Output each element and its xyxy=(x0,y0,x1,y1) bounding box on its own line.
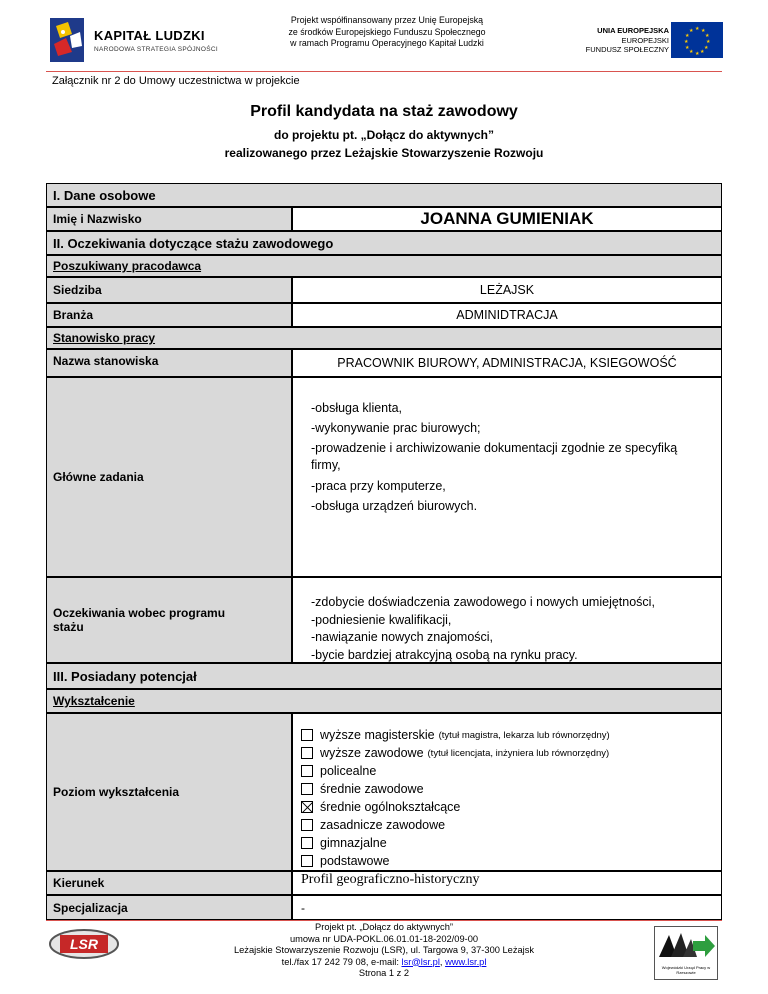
education-option[interactable] xyxy=(301,834,721,852)
eu-flag-icon xyxy=(671,22,723,58)
wup-logo-text: Wojewódzki Urząd Pracy w Rzeszowie xyxy=(661,965,711,975)
expectations-label: Oczekiwania wobec programu stażu xyxy=(46,577,292,663)
expectations-list xyxy=(292,577,722,663)
cofinancing-line-1: Projekt współfinansowany przez Unię Europejską xyxy=(290,15,484,25)
tasks-list xyxy=(292,377,722,577)
kapital-ludzki-emblem xyxy=(46,16,88,64)
svg-text:★: ★ xyxy=(685,45,690,51)
tasks-label: Główne zadania xyxy=(46,377,292,577)
footer-info xyxy=(200,922,568,980)
eu-fund-label xyxy=(561,26,669,55)
specialization-label: Specjalizacja xyxy=(46,895,292,920)
footer-line-4 xyxy=(200,957,568,969)
eu-line-2: EUROPEJSKI xyxy=(621,35,669,45)
lsr-logo-text: LSR xyxy=(70,936,98,952)
option-label: średnie zawodowe xyxy=(320,782,424,796)
cofinancing-line-2: ze środków Europejskiego Funduszu Społecznego xyxy=(288,26,486,37)
education-heading: Wykształcenie xyxy=(46,689,722,713)
option-label: wyższe zawodowe xyxy=(320,746,424,760)
svg-text:★: ★ xyxy=(700,49,705,55)
option-note: (tytuł licencjata, inżyniera lub równorzędny) xyxy=(427,747,610,759)
name-value: JOANNA GUMIENIAK xyxy=(292,207,722,231)
direction-value: Profil geograficzno-historyczny xyxy=(292,871,722,895)
wup-logo xyxy=(654,926,718,980)
svg-text:★: ★ xyxy=(695,26,700,32)
education-option[interactable] xyxy=(301,816,721,834)
task-item: -obsługa urządzeń biurowych. xyxy=(311,499,478,513)
contact-prefix: tel./fax 17 242 79 08, e-mail: xyxy=(281,956,402,967)
svg-text:★: ★ xyxy=(704,45,709,51)
task-item: -obsługa klienta, xyxy=(311,401,403,415)
seat-value: LEŻAJSK xyxy=(292,277,722,303)
expectation-item: -nawiązanie nowych znajomości, xyxy=(311,630,494,644)
website-link[interactable]: www.lsr.pl xyxy=(445,956,487,967)
expectation-item: -zdobycie doświadczenia zawodowego i nowych umiejętności, xyxy=(311,595,655,609)
education-level-label: Poziom wykształcenia xyxy=(46,713,292,871)
education-option[interactable] xyxy=(301,744,721,762)
checkbox[interactable] xyxy=(301,747,313,759)
name-label: Imię i Nazwisko xyxy=(46,207,292,231)
footer-line-3: Leżajskie Stowarzyszenie Rozwoju (LSR), ul. Targowa 9, 37-300 Leżajsk xyxy=(233,945,535,955)
separator: , xyxy=(439,956,446,967)
option-label: podstawowe xyxy=(320,854,390,868)
industry-label: Branża xyxy=(46,303,292,327)
checkbox[interactable] xyxy=(301,765,313,777)
project-name: do projektu pt. „Dołącz do aktywnych” xyxy=(273,128,495,142)
cofinancing-line-3: w ramach Programu Operacyjnego Kapitał Ludzki xyxy=(290,38,484,48)
option-label: średnie ogólnokształcące xyxy=(320,800,461,814)
position-value: PRACOWNIK BIUROWY, ADMINISTRACJA, KSIEGOWOŚĆ xyxy=(292,349,722,377)
svg-text:★: ★ xyxy=(684,39,689,45)
cofinancing-note xyxy=(262,15,512,50)
education-level-options xyxy=(292,713,722,871)
svg-text:★: ★ xyxy=(705,33,710,39)
svg-text:★: ★ xyxy=(706,39,711,45)
checkbox[interactable] xyxy=(301,783,313,795)
checkbox[interactable] xyxy=(301,855,313,867)
task-item: firmy, xyxy=(311,458,341,472)
svg-text:★: ★ xyxy=(689,28,694,34)
checkbox[interactable] xyxy=(301,837,313,849)
footer-line-1: Projekt pt. „Dołącz do aktywnych” xyxy=(315,922,453,932)
education-option[interactable] xyxy=(301,780,721,798)
lsr-logo xyxy=(48,928,120,960)
employer-heading: Poszukiwany pracodawca xyxy=(46,255,722,277)
eu-line-1: UNIA EUROPEJSKA xyxy=(597,26,669,35)
specialization-value: - xyxy=(292,895,722,920)
header-rule xyxy=(46,71,722,72)
footer-line-2: umowa nr UDA-POKL.06.01.01-18-202/09-00 xyxy=(289,933,479,944)
email-link[interactable]: lsr@lsr.pl xyxy=(401,956,440,967)
program-logo-title: KAPITAŁ LUDZKI xyxy=(94,28,205,43)
option-label: zasadnicze zawodowe xyxy=(320,818,446,832)
education-option[interactable] xyxy=(301,762,721,780)
option-note: (tytuł magistra, lekarza lub równorzędny) xyxy=(438,729,610,741)
annex-note: Załącznik nr 2 do Umowy uczestnictwa w projekcie xyxy=(52,75,300,87)
expectation-item: -bycie bardziej atrakcyjną osobą na rynku pracy. xyxy=(311,647,578,662)
option-label: gimnazjalne xyxy=(320,836,387,850)
checkbox[interactable] xyxy=(301,729,313,741)
education-option[interactable] xyxy=(301,852,721,870)
industry-value: ADMINIDTRACJA xyxy=(292,303,722,327)
task-item: -wykonywanie prac biurowych; xyxy=(311,421,481,435)
education-option[interactable] xyxy=(301,726,721,744)
eu-line-3: FUNDUSZ SPOŁECZNY xyxy=(585,45,669,54)
option-label: wyższe magisterskie xyxy=(320,728,435,742)
candidate-profile-table xyxy=(46,183,722,920)
task-item: -prowadzenie i archiwizowanie dokumentacji zgodnie ze specyfiką xyxy=(311,441,678,455)
project-implementer: realizowanego przez Leżajskie Stowarzyszenie Rozwoju xyxy=(224,146,544,160)
svg-text:★: ★ xyxy=(695,51,700,57)
seat-label: Siedziba xyxy=(46,277,292,303)
section-3-heading: III. Posiadany potencjał xyxy=(46,663,722,689)
option-label: policealne xyxy=(320,764,377,778)
direction-label: Kierunek xyxy=(46,871,292,895)
checkbox[interactable] xyxy=(301,819,313,831)
position-label: Nazwa stanowiska xyxy=(46,349,292,377)
svg-text:★: ★ xyxy=(701,28,706,34)
checkbox-checked[interactable] xyxy=(301,801,313,813)
expectation-item: -podniesienie kwalifikacji, xyxy=(311,612,452,627)
section-2-heading: II. Oczekiwania dotyczące stażu zawodowego xyxy=(46,231,722,255)
page-number: Strona 1 z 2 xyxy=(358,968,410,978)
section-1-heading: I. Dane osobowe xyxy=(46,183,722,207)
position-heading: Stanowisko pracy xyxy=(46,327,722,349)
svg-text:★: ★ xyxy=(685,33,690,39)
education-option[interactable] xyxy=(301,798,721,816)
page-title: Profil kandydata na staż zawodowy xyxy=(250,103,518,120)
program-logo-subtitle: NARODOWA STRATEGIA SPÓJNOŚCI xyxy=(94,46,218,53)
svg-text:★: ★ xyxy=(689,49,694,55)
task-item: -praca przy komputerze, xyxy=(311,479,446,493)
kapital-ludzki-logo xyxy=(46,14,246,68)
footer-rule xyxy=(46,920,722,921)
